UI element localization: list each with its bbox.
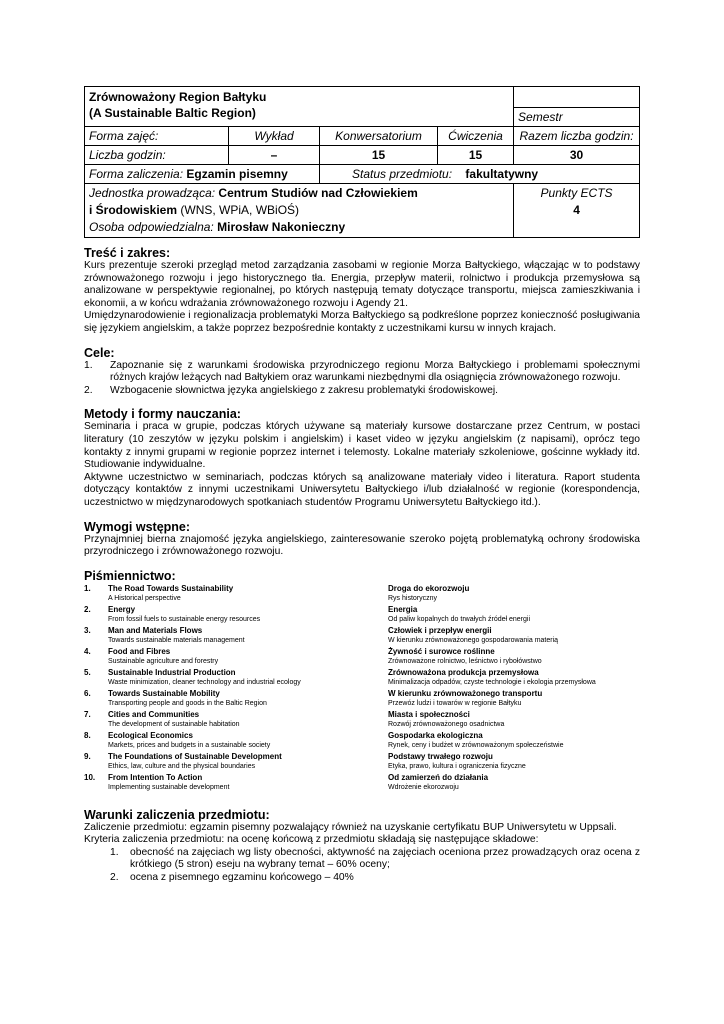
literature-number: 10. (84, 772, 96, 782)
literature-polish-title: Miasta i społeczności (388, 709, 470, 719)
literature-polish-subtitle: Wdrożenie ekorozwoju (388, 783, 459, 791)
literature-item (84, 710, 640, 731)
cele-item (84, 360, 640, 385)
course-title-cell (85, 87, 514, 127)
forma-zaliczenia-value: Egzamin pisemny (186, 167, 288, 181)
literature-english (108, 731, 378, 751)
literature-english-subtitle: Ethics, law, culture and the physical boundaries (108, 762, 256, 770)
literature-number: 7. (84, 709, 91, 719)
warunki-item-text: ocena z pisemnego egzaminu końcowego – 40% (130, 872, 354, 884)
metody-section (84, 407, 640, 509)
pismiennictwo-heading: Piśmiennictwo: (84, 568, 176, 583)
literature-polish (388, 605, 640, 625)
forma-zaliczenia-label: Forma zaliczenia: (89, 167, 184, 181)
literature-polish (388, 773, 640, 793)
literature-list (84, 584, 640, 794)
ects-cell (514, 184, 640, 238)
literature-polish (388, 689, 640, 709)
literature-english (108, 605, 378, 625)
wyklad-hours: – (229, 146, 320, 165)
literature-polish-subtitle: Od paliw kopalnych do trwałych źródeł energii (388, 615, 531, 623)
literature-polish (388, 710, 640, 730)
literature-polish-title: W kierunku zrównoważonego transportu (388, 688, 543, 698)
warunki-list (84, 847, 640, 885)
literature-polish-subtitle: Przewóz ludzi i towarów w regionie Bałtyku (388, 699, 522, 707)
literature-english (108, 752, 378, 772)
literature-polish-subtitle: Rozwój zrównoważonego osadnictwa (388, 720, 505, 728)
literature-item (84, 626, 640, 647)
literature-number: 3. (84, 625, 91, 635)
ects-label: Punkty ECTS (540, 186, 613, 200)
literature-polish-title: Człowiek i przepływ energii (388, 625, 492, 635)
literature-english-title: Towards Sustainable Mobility (108, 688, 220, 698)
literature-polish (388, 584, 640, 604)
literature-polish-title: Żywność i surowce roślinne (388, 646, 495, 656)
jednostka-label: Jednostka prowadząca: (89, 186, 216, 200)
osoba-value: Mirosław Nakonieczny (217, 220, 346, 234)
cele-heading: Cele: (84, 345, 115, 360)
literature-polish-subtitle: Rys historyczny (388, 594, 438, 602)
tresc-paragraph-1: Kurs prezentuje szeroki przegląd metod zarządzania zasobami w regionie Morza Bałtyckiego, włączając w to podstawy zrównoważonego rozwoju i jego historycznego tła. Energia, przepływ materii, rolnictwo i produkcja przemysłowa są analizowane w perspektywie regionalnej, po których następują tematy dotyczące transportu, miejsca zamieszkiwania i ekonomii, a w końcu wdrażania zrównoważonego rozwoju i Agendy 21. (84, 260, 640, 309)
wymogi-paragraph: Przynajmniej bierna znajomość języka angielskiego, zainteresowanie szeroko pojętą problematyką ochrony środowiska przyrodniczego i zrównoważonego rozwoju. (84, 533, 640, 558)
literature-english-subtitle: A Historical perspective (108, 594, 181, 602)
cele-item-text: Zapoznanie się z warunkami środowiska przyrodniczego regionu Morza Bałtyckiego i problemami społecznymi różnych krajów leżących nad Bałtykiem oraz warunkami niezbędnymi dla osiągnięcia zrównoważonego rozwoju. (110, 359, 640, 384)
literature-polish-subtitle: W kierunku zrównoważonego gospodarowania materią (388, 636, 559, 644)
warunki-item (84, 872, 640, 885)
tresc-paragraph-2: Umiędzynarodowienie i regionalizacja problematyki Morza Bałtyckiego są podkreślone poprzez konieczność posługiwania się językiem angielskim, a także poprzez bezpośrednie kontakty z uczestnikami kursu w innych krajach. (84, 310, 640, 334)
wymogi-section (84, 520, 640, 559)
literature-polish-title: Energia (388, 604, 418, 614)
literature-english-subtitle: From fossil fuels to sustainable energy resources (108, 615, 261, 623)
cele-item-text: Wzbogacenie słownictwa języka angielskiego z zakresu problematyki środowiskowej. (110, 384, 499, 396)
warunki-section (84, 808, 640, 885)
semestr-empty-cell (514, 87, 640, 108)
literature-english (108, 710, 378, 730)
literature-polish-subtitle: Rynek, ceny i budżet w zrównoważonym społeczeństwie (388, 741, 564, 749)
literature-number: 5. (84, 667, 91, 677)
status-cell (320, 165, 640, 184)
literature-number: 2. (84, 604, 91, 614)
metody-paragraph-2: Aktywne uczestnictwo w seminariach, podczas których są analizowane materiały video i literatura. Raport studenta dotyczący kontaktów z innymi uczestnikami Uniwersytetu Bałtyckiego i/lub działalność w regionie (korespondencja, uczestnictwo w międzynarodowych spotkaniach studentów Programu Uniwersytetu Bałtyckiego itd.). (84, 471, 640, 508)
jednostka-cell (85, 184, 514, 238)
literature-polish-title: Zrównoważona produkcja przemysłowa (388, 667, 539, 677)
literature-english-subtitle: Sustainable agriculture and forestry (108, 657, 219, 665)
cele-item-number: 1. (84, 359, 93, 371)
literature-item (84, 731, 640, 752)
jednostka-faculties: (WNS, WPiA, WBiOŚ) (180, 203, 300, 217)
literature-english-title: The Foundations of Sustainable Development (108, 751, 282, 761)
literature-polish-title: Od zamierzeń do działania (388, 772, 489, 782)
literature-english-subtitle: Transporting people and goods in the Baltic Region (108, 699, 267, 707)
literature-english-title: Food and Fibres (108, 646, 171, 656)
literature-item (84, 647, 640, 668)
course-title-en: (A Sustainable Baltic Region) (89, 106, 256, 120)
cwiczenia-label: Ćwiczenia (438, 127, 514, 146)
literature-polish (388, 647, 640, 667)
warunki-paragraph-2: Kryteria zaliczenia przedmiotu: na ocenę końcową z przedmiotu składają się następujące składowe: (84, 834, 539, 846)
liczba-godzin-label: Liczba godzin: (85, 146, 229, 165)
cele-section (84, 346, 640, 398)
wymogi-heading: Wymogi wstępne: (84, 519, 191, 534)
literature-polish-subtitle: Zrównoważone rolnictwo, leśnictwo i rybołówstwo (388, 657, 542, 665)
literature-english-title: Cities and Communities (108, 709, 200, 719)
course-sheet (84, 86, 640, 885)
literature-english-title: From Intention To Action (108, 772, 203, 782)
cele-item (84, 385, 640, 398)
literature-english-subtitle: Implementing sustainable development (108, 783, 230, 791)
wyklad-label: Wykład (229, 127, 320, 146)
tresc-heading: Treść i zakres: (84, 246, 171, 260)
literature-english-subtitle: The development of sustainable habitation (108, 720, 240, 728)
literature-english-title: The Road Towards Sustainability (108, 583, 234, 593)
status-label: Status przedmiotu: (352, 167, 453, 181)
literature-number: 6. (84, 688, 91, 698)
literature-item (84, 689, 640, 710)
literature-item (84, 605, 640, 626)
literature-polish-title: Droga do ekorozwoju (388, 583, 470, 593)
warunki-heading: Warunki zaliczenia przedmiotu: (84, 807, 270, 822)
forma-zaliczenia-cell (85, 165, 320, 184)
warunki-item-number: 1. (110, 846, 119, 858)
literature-english (108, 689, 378, 709)
literature-english-title: Ecological Economics (108, 730, 193, 740)
literature-english-subtitle: Markets, prices and budgets in a sustainable society (108, 741, 271, 749)
literature-english-title: Man and Materials Flows (108, 625, 203, 635)
literature-item (84, 584, 640, 605)
cwiczenia-hours: 15 (438, 146, 514, 165)
pismiennictwo-section (84, 569, 640, 794)
warunki-item-text: obecność na zajęciach wg listy obecności, aktywność na zajęciach oceniona przez prowadzących oraz ocena z krótkiego (5 stron) eseju na wybrany temat – 60% oceny; (130, 846, 640, 871)
semestr-label: Semestr (514, 108, 640, 127)
razem-label: Razem liczba godzin: (514, 127, 640, 146)
konwersatorium-hours: 15 (320, 146, 438, 165)
literature-number: 9. (84, 751, 91, 761)
literature-polish (388, 668, 640, 688)
literature-number: 4. (84, 646, 91, 656)
literature-english-title: Sustainable Industrial Production (108, 667, 236, 677)
jednostka-value-2: i Środowiskiem (89, 203, 178, 217)
literature-item (84, 668, 640, 689)
tresc-section (84, 246, 640, 336)
literature-english (108, 626, 378, 646)
literature-polish-title: Gospodarka ekologiczna (388, 730, 483, 740)
konwersatorium-label: Konwersatorium (320, 127, 438, 146)
literature-english (108, 584, 378, 604)
ects-value: 4 (573, 203, 580, 217)
forma-zajec-label: Forma zajęć: (85, 127, 229, 146)
warunki-item (84, 847, 640, 872)
warunki-paragraph-1: Zaliczenie przedmiotu: egzamin pisemny pozwalający również na uzyskanie certyfikatu BUP Uniwersytetu w Uppsali. (84, 821, 617, 833)
course-title-pl: Zrównoważony Region Bałtyku (89, 90, 267, 104)
literature-item (84, 752, 640, 773)
literature-english-subtitle: Waste minimization, cleaner technology and industrial ecology (108, 678, 301, 686)
jednostka-value: Centrum Studiów nad Człowiekiem (218, 186, 418, 200)
literature-polish (388, 731, 640, 751)
literature-polish-subtitle: Etyka, prawo, kultura i ograniczenia fizyczne (388, 762, 526, 770)
literature-english (108, 647, 378, 667)
literature-polish (388, 752, 640, 772)
metody-paragraph-1: Seminaria i praca w grupie, podczas których używane są materiały kursowe dostarczane przez Centrum, w postaci literatury (10 zeszytów w języku polskim i angielskim) i kaset video w języku angielskim (z napisami), oprócz tego kontakty z innymi grupami w regionie poprzez internet i telemosty. Lokalne materiały szkoleniowe, gościnne wykłady itd. Studiowanie indywidualne. (84, 421, 640, 471)
cele-list (84, 360, 640, 398)
literature-polish-title: Podstawy trwałego rozwoju (388, 751, 493, 761)
literature-english (108, 773, 378, 793)
literature-english-subtitle: Towards sustainable materials management (108, 636, 245, 644)
osoba-label: Osoba odpowiedzialna: (89, 220, 214, 234)
cele-item-number: 2. (84, 384, 93, 396)
literature-number: 1. (84, 583, 91, 593)
literature-polish (388, 626, 640, 646)
literature-number: 8. (84, 730, 91, 740)
literature-polish-subtitle: Minimalizacja odpadów, czyste technologie i ekologia przemysłowa (388, 678, 596, 686)
metody-heading: Metody i formy nauczania: (84, 407, 241, 422)
literature-english-title: Energy (108, 604, 136, 614)
course-header-table (84, 86, 640, 238)
status-value: fakultatywny (465, 167, 539, 181)
literature-english (108, 668, 378, 688)
literature-item (84, 773, 640, 794)
razem-hours: 30 (514, 146, 640, 165)
warunki-item-number: 2. (110, 872, 119, 884)
